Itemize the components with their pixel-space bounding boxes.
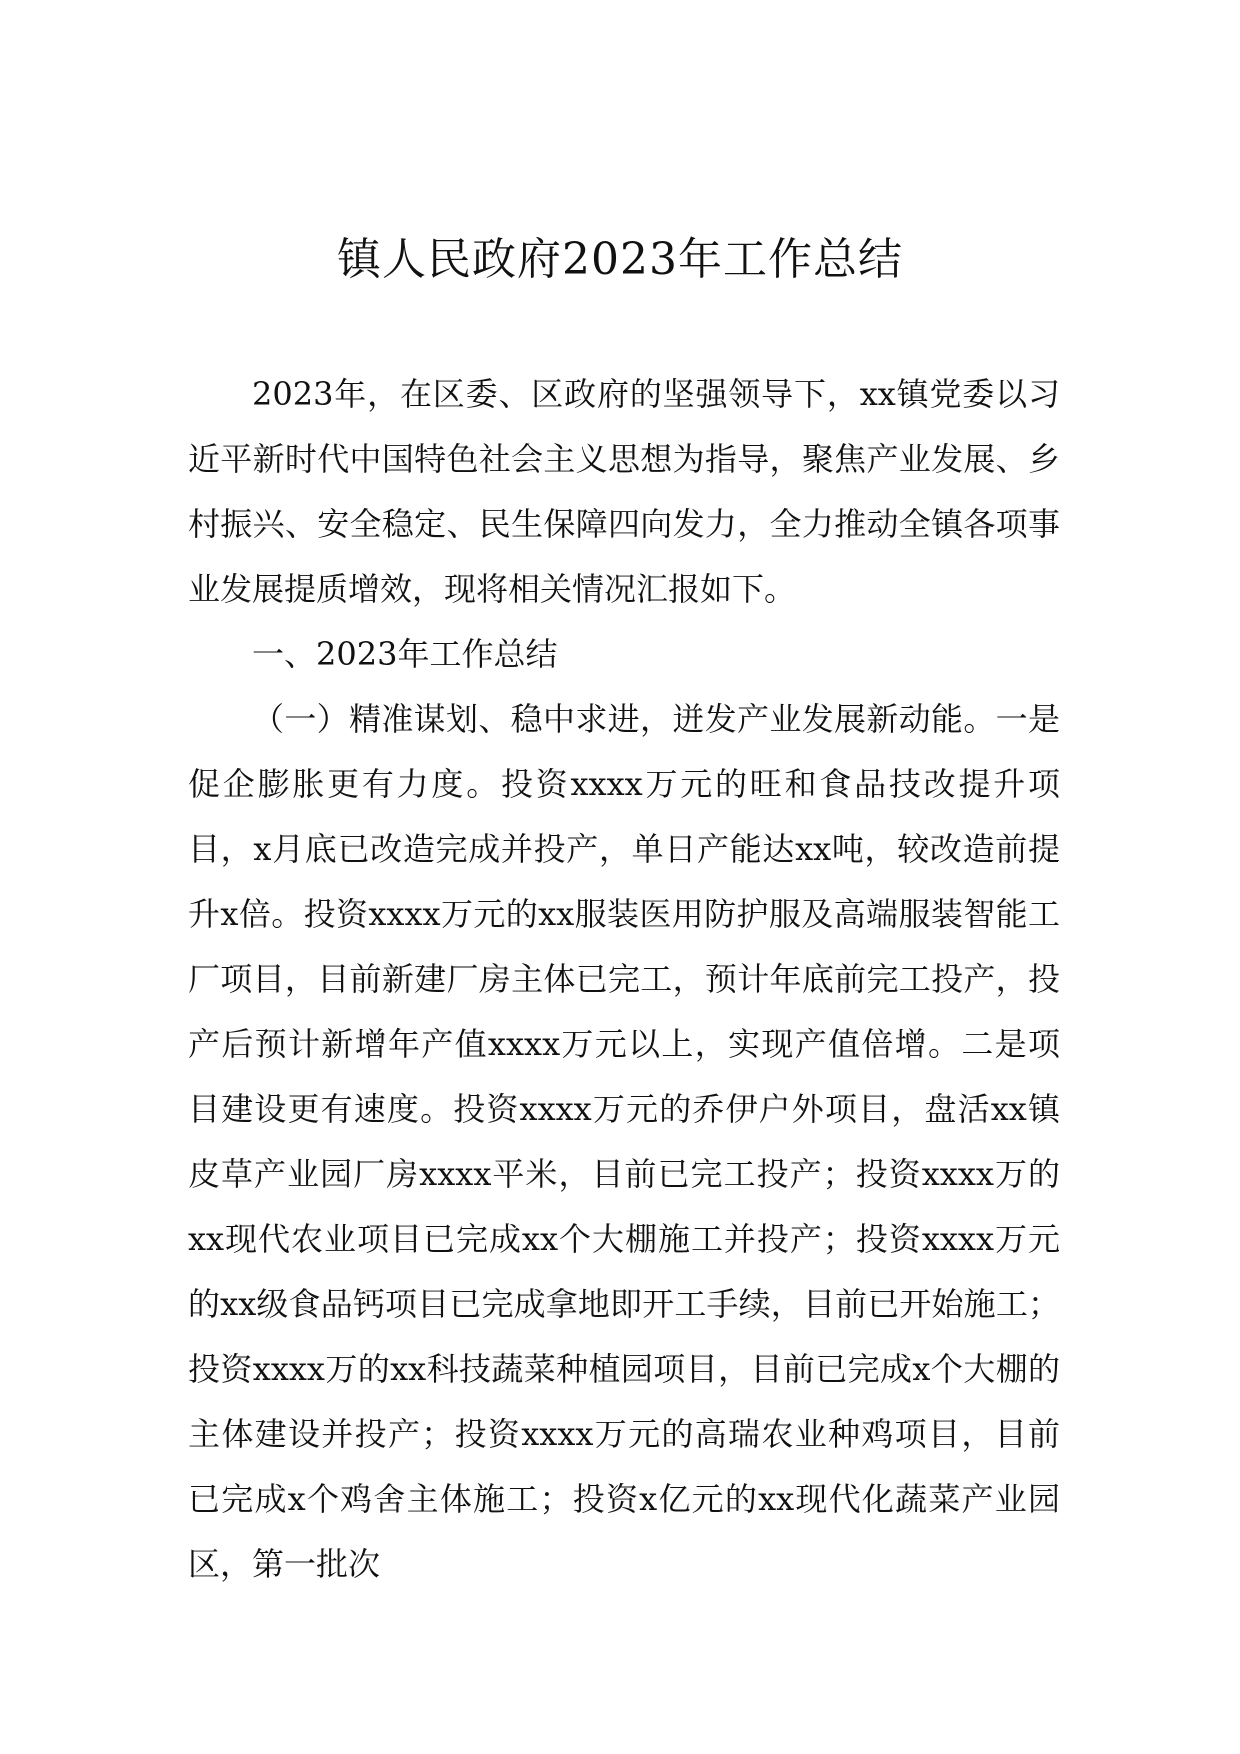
section-heading: 一、2023年工作总结 [252,635,558,673]
document-title: 镇人民政府2023年工作总结 [337,234,903,285]
document-body [188,362,1060,1597]
subsection-paragraph: （一）精准谋划、稳中求进，迸发产业发展新动能。一是促企膨胀更有力度。投资xxxx万元的旺和食品技改提升项目，x月底已改造完成并投产，单日产能达xx吨，较改造前提升x倍。投资xxxx万元的xx服装医用防护服及高端服装智能工厂项目，目前新建厂房主体已完工，预计年底前完工投产，投产后预计新增年产值xxxx万元以上，实现产值倍增。二是项目建设更有速度。投资xxxx万元的乔伊户外项目，盘活xx镇皮草产业园厂房xxxx平米，目前已完工投产；投资xxxx万的xx现代农业项目已完成xx个大棚施工并投产；投资xxxx万元的xx级食品钙项目已完成拿地即开工手续，目前已开始施工；投资xxxx万的xx科技蔬菜种植园项目，目前已完成x个大棚的主体建设并投产；投资xxxx万元的高瑞农业种鸡项目，目前已完成x个鸡舍主体施工；投资x亿元的xx现代化蔬菜产业园区，第一批次 [188,700,1060,1583]
intro-paragraph: 2023年，在区委、区政府的坚强领导下，xx镇党委以习近平新时代中国特色社会主义思想为指导，聚焦产业发展、乡村振兴、安全稳定、民生保障四向发力，全力推动全镇各项事业发展提质增效，现将相关情况汇报如下。 [188,375,1060,608]
